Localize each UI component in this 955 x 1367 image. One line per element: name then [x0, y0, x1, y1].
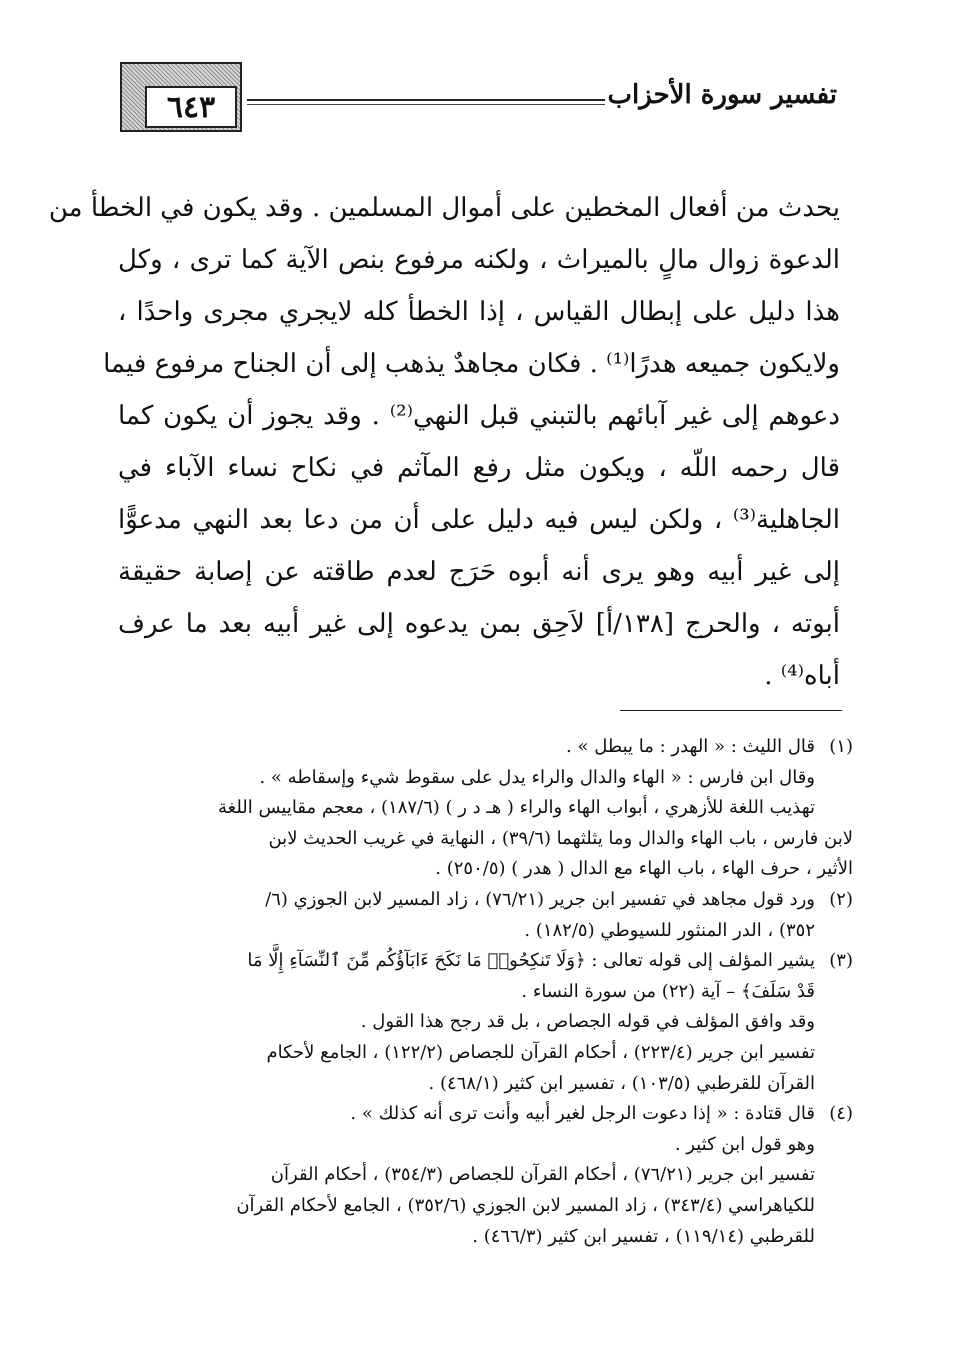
footnote-text: قال الليث : « الهدر : ما يبطل » . [566, 736, 815, 757]
footnote-line: القرآن للقرطبي (١٠٣/٥) ، تفسير ابن كثير (٤٦٨/١) . [428, 1072, 815, 1094]
footnote-number: (٢) [829, 888, 853, 910]
footnotes [118, 732, 853, 1252]
footnote-line: تفسير ابن جرير (٧٦/٢١) ، أحكام القرآن للجصاص (٣٥٤/٣) ، أحكام القرآن [270, 1164, 815, 1186]
header-rule-thin [247, 104, 605, 105]
body-line: الجاهلية⁽³⁾ ، ولكن ليس فيه دليل على أن من دعا بعد النهي مدعوًّا [118, 505, 840, 535]
page-number: ٦٤٣ [145, 86, 237, 128]
footnote-text: قال قتادة : « إذا دعوت الرجل لغير أبيه وأنت ترى أنه كذلك » . [350, 1103, 815, 1125]
footnote-number: (٤) [829, 1103, 853, 1125]
footnote-line: الأثير ، حرف الهاء ، باب الهاء مع الدال ( هدر ) (٢٥٠/٥) . [435, 858, 853, 880]
footnote-text: يشير المؤلف إلى قوله تعالى : ﴿وَلَا تَنكِحُوا۟ مَا نَكَحَ ءَابَآؤُكُم مِّنَ ٱلنِّسَآءِ إِلَّا مَا [247, 950, 815, 972]
page-header [0, 0, 955, 140]
footnote-line [118, 732, 853, 763]
footnote-line: تهذيب اللغة للأزهري ، أبواب الهاء والراء ( هـ د ر ) (١٨٧/٦) ، معجم مقاييس اللغة [217, 797, 815, 819]
footnote-line [118, 1099, 853, 1130]
footnote-line: للكياهراسي (٣٤٣/٤) ، زاد المسير لابن الجوزي (٣٥٢/٦) ، الجامع لأحكام القرآن [236, 1194, 815, 1216]
body-line: أبوته ، والحرج [١٣٨/أ] لاَحِق بمن يدعوه إلى غير أبيه بعد ما عرف [118, 609, 841, 639]
footnote-number: (١) [829, 736, 853, 757]
body-line: قال رحمه اللّه ، ويكون مثل رفع المآثم في نكاح نساء الآباء في [118, 453, 840, 483]
footnote-line: وقد وافق المؤلف في قوله الجصاص ، بل قد رجح هذا القول . [360, 1011, 815, 1033]
footnote-text: ورد قول مجاهد في تفسير ابن جرير (٧٦/٢١) ، زاد المسير لابن الجوزي (٦/ [265, 888, 815, 910]
footnote-line [118, 946, 853, 977]
footnote-line: وهو قول ابن كثير . [674, 1133, 815, 1155]
running-title: تفسير سورة الأحزاب [607, 80, 837, 110]
footnote-line: تفسير ابن جرير (٢٢٣/٤) ، أحكام القرآن للجصاص (١٢٢/٢) ، الجامع لأحكام [266, 1041, 815, 1063]
footnote-separator [620, 710, 842, 711]
body-line: دعوهم إلى غير آبائهم بالتبني قبل النهي⁽²⁾ . وقد يجوز أن يكون كما [118, 401, 840, 431]
body-line: ولايكون جميعه هدرًا⁽¹⁾ . فكان مجاهدٌ يذهب إلى أن الجناح مرفوع فيما [103, 349, 840, 379]
footnote-line: لابن فارس ، باب الهاء والدال وما يثلثهما (٣٩/٦) ، النهاية في غريب الحديث لابن [268, 827, 853, 849]
body-line: هذا دليل على إبطال القياس ، إذا الخطأ كله لايجري مجرى واحدًا ، [118, 297, 840, 327]
body-line: أباه⁽⁴⁾ . [764, 661, 840, 691]
footnote-number: (٣) [829, 950, 853, 972]
footnote-line [118, 885, 853, 916]
footnote-line: وقال ابن فارس : « الهاء والدال والراء يدل على سقوط شيء وإسقاطه » . [259, 766, 815, 788]
body-line: يحدث من أفعال المخطين على أموال المسلمين . وقد يكون في الخطأ من [48, 193, 840, 223]
body-line: إلى غير أبيه وهو يرى أنه أبوه حَرَج لعدم طاقته عن إصابة حقيقة [118, 557, 840, 587]
footnote-line: قَدْ سَلَفَ﴾ – آية (٢٢) من سورة النساء . [521, 980, 815, 1002]
header-rule [247, 99, 605, 101]
footnote-line: ٣٥٢) ، الدر المنثور للسيوطي (١٨٢/٥) . [524, 919, 815, 941]
main-body-text [48, 182, 841, 702]
body-line: الدعوة زوال مالٍ بالميراث ، ولكنه مرفوع بنص الآية كما ترى ، وكل [118, 245, 840, 275]
footnote-line: للقرطبي (١١٩/١٤) ، تفسير ابن كثير (٤٦٦/٣) . [472, 1225, 815, 1247]
